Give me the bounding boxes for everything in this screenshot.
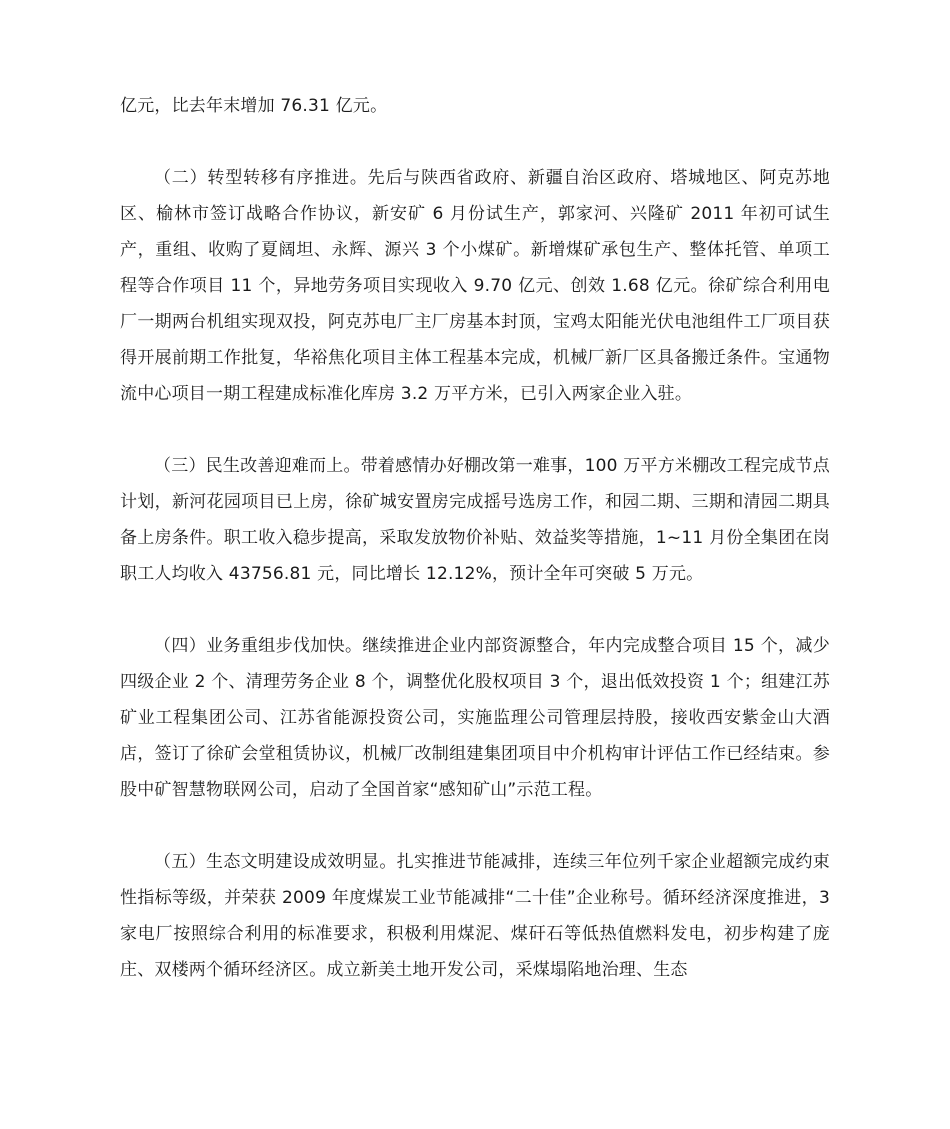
paragraph-gap <box>120 592 830 628</box>
paragraph-continued-intro: 亿元，比去年末增加 76.31 亿元。 <box>120 96 388 116</box>
paragraph-section-5: （五）生态文明建设成效明显。扎实推进节能减排，连续三年位列千家企业超额完成约束性指标等级，并荣获 2009 年度煤炭工业节能减排“二十佳”企业称号。循环经济深度推进，3 家电厂按照综合利用的标准要求，积极利用煤泥、煤矸石等低热值燃料发电，初步构建了庞庄、双楼两个循环经济区。成立新美土地开发公司，采煤塌陷地治理、生态 <box>120 852 830 980</box>
paragraph-section-3: （三）民生改善迎难而上。带着感情办好棚改第一难事，100 万平方米棚改工程完成节点计划，新河花园项目已上房，徐矿城安置房完成摇号选房工作，和园二期、三期和清园二期具备上房条件。职工收入稳步提高，采取发放物价补贴、效益奖等措施，1~11 月份全集团在岗职工人均收入 43756.81 元，同比增长 12.12%，预计全年可突破 5 万元。 <box>120 456 830 584</box>
document-body <box>120 88 830 988</box>
paragraph-section-2: （二）转型转移有序推进。先后与陕西省政府、新疆自治区政府、塔城地区、阿克苏地区、榆林市签订战略合作协议，新安矿 6 月份试生产，郭家河、兴隆矿 2011 年初可试生产，重组、收购了夏阔坦、永辉、源兴 3 个小煤矿。新增煤矿承包生产、整体托管、单项工程等合作项目 11 个，异地劳务项目实现收入 9.70 亿元、创效 1.68 亿元。徐矿综合利用电厂一期两台机组实现双投，阿克苏电厂主厂房基本封顶，宝鸡太阳能光伏电池组件工厂项目获得开展前期工作批复，华裕焦化项目主体工程基本完成，机械厂新厂区具备搬迁条件。宝通物流中心项目一期工程建成标准化库房 3.2 万平方米，已引入两家企业入驻。 <box>120 168 830 404</box>
paragraph-gap <box>120 412 830 448</box>
paragraph-section-4: （四）业务重组步伐加快。继续推进企业内部资源整合，年内完成整合项目 15 个，减少四级企业 2 个、清理劳务企业 8 个，调整优化股权项目 3 个，退出低效投资 1 个；组建江苏矿业工程集团公司、江苏省能源投资公司，实施监理公司管理层持股，接收西安紫金山大酒店，签订了徐矿会堂租赁协议，机械厂改制组建集团项目中介机构审计评估工作已经结束。参股中矿智慧物联网公司，启动了全国首家“感知矿山”示范工程。 <box>120 636 830 800</box>
paragraph-gap <box>120 808 830 844</box>
paragraph-gap <box>120 124 830 160</box>
